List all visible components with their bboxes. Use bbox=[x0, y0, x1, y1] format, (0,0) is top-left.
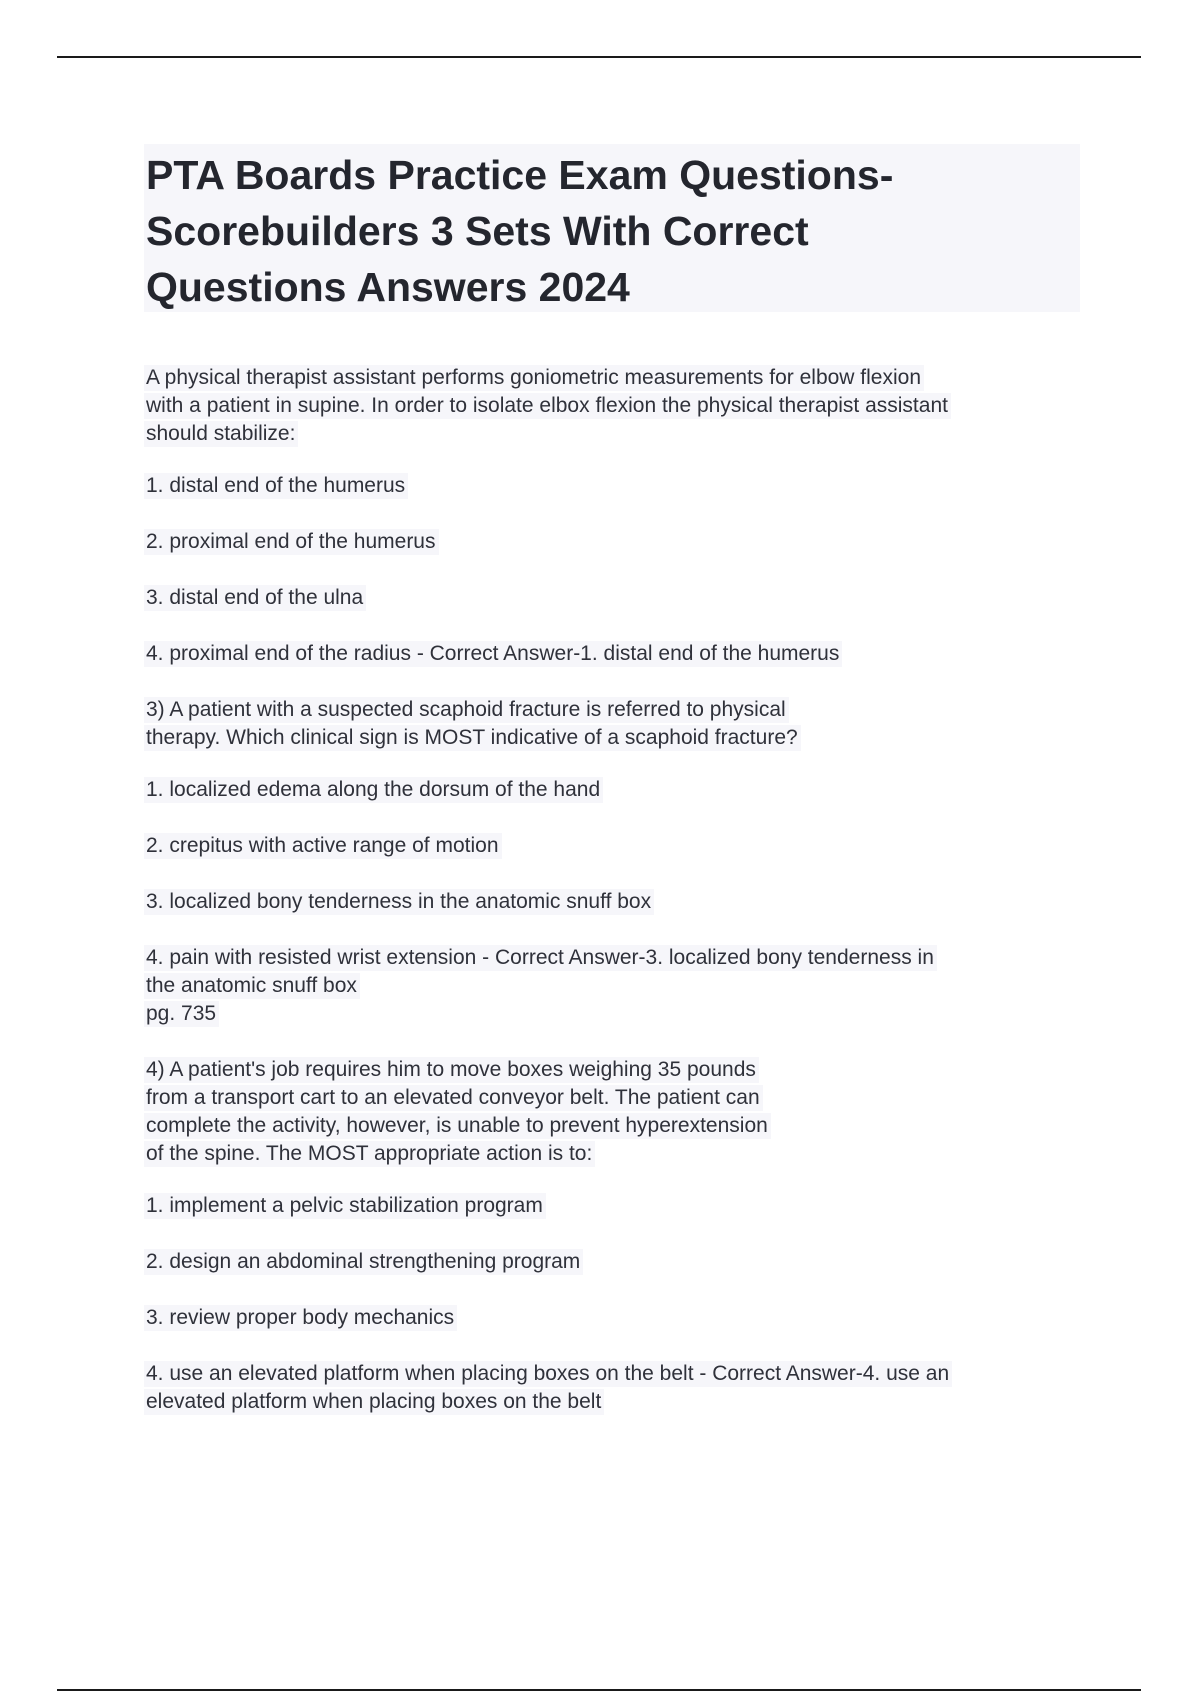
document-body bbox=[144, 364, 1084, 1444]
paragraph-text: 2. proximal end of the humerus bbox=[144, 529, 439, 555]
document-title: PTA Boards Practice Exam Questions- Scorebuilders 3 Sets With Correct Questions Answers 2024 bbox=[146, 152, 894, 310]
bottom-divider bbox=[57, 1689, 1141, 1691]
paragraph-text: 4. use an elevated platform when placing boxes on the belt - Correct Answer-4. use an elevated platform when placing boxes on the belt bbox=[144, 1361, 952, 1415]
question-3-option-4-answer bbox=[144, 944, 1084, 1028]
paragraph-text: 2. crepitus with active range of motion bbox=[144, 833, 502, 859]
paragraph-text: 1. implement a pelvic stabilization program bbox=[144, 1193, 546, 1219]
paragraph-text: 3. review proper body mechanics bbox=[144, 1305, 457, 1331]
question-4-option-1 bbox=[144, 1192, 1084, 1220]
question-4-option-4-answer bbox=[144, 1360, 1084, 1416]
paragraph-text: 3) A patient with a suspected scaphoid fracture is referred to physical therapy. Which clinical sign is MOST indicative of a scaphoid fracture? bbox=[144, 697, 801, 751]
paragraph-text: A physical therapist assistant performs goniometric measurements for elbow flexion with a patient in supine. In order to isolate elbox flexion the physical therapist assistant should stabilize: bbox=[144, 365, 951, 447]
paragraph-text: 1. localized edema along the dorsum of the hand bbox=[144, 777, 603, 803]
top-divider bbox=[57, 56, 1141, 58]
question-4-option-2 bbox=[144, 1248, 1084, 1276]
question-1-option-3 bbox=[144, 584, 1084, 612]
paragraph-text: 4) A patient's job requires him to move boxes weighing 35 pounds from a transport cart to an elevated conveyor belt. The patient can complete the activity, however, is unable to prevent hyperextension of the spine. The MOST appropriate action is to: bbox=[144, 1057, 771, 1167]
question-4-option-3 bbox=[144, 1304, 1084, 1332]
question-1-option-1 bbox=[144, 472, 1084, 500]
paragraph-text: 3. localized bony tenderness in the anatomic snuff box bbox=[144, 889, 654, 915]
title-block bbox=[144, 144, 1080, 312]
question-3-option-1 bbox=[144, 776, 1084, 804]
question-1-stem bbox=[144, 364, 1084, 448]
question-3-stem bbox=[144, 696, 1084, 752]
question-4-stem bbox=[144, 1056, 1084, 1168]
paragraph-text: 4. pain with resisted wrist extension - Correct Answer-3. localized bony tenderness in the anatomic snuff box pg. 735 bbox=[144, 945, 937, 1027]
paragraph-text: 4. proximal end of the radius - Correct Answer-1. distal end of the humerus bbox=[144, 641, 842, 667]
question-1-option-4-answer bbox=[144, 640, 1084, 668]
question-1-option-2 bbox=[144, 528, 1084, 556]
question-3-option-3 bbox=[144, 888, 1084, 916]
paragraph-text: 1. distal end of the humerus bbox=[144, 473, 408, 499]
question-3-option-2 bbox=[144, 832, 1084, 860]
paragraph-text: 3. distal end of the ulna bbox=[144, 585, 366, 611]
paragraph-text: 2. design an abdominal strengthening program bbox=[144, 1249, 583, 1275]
